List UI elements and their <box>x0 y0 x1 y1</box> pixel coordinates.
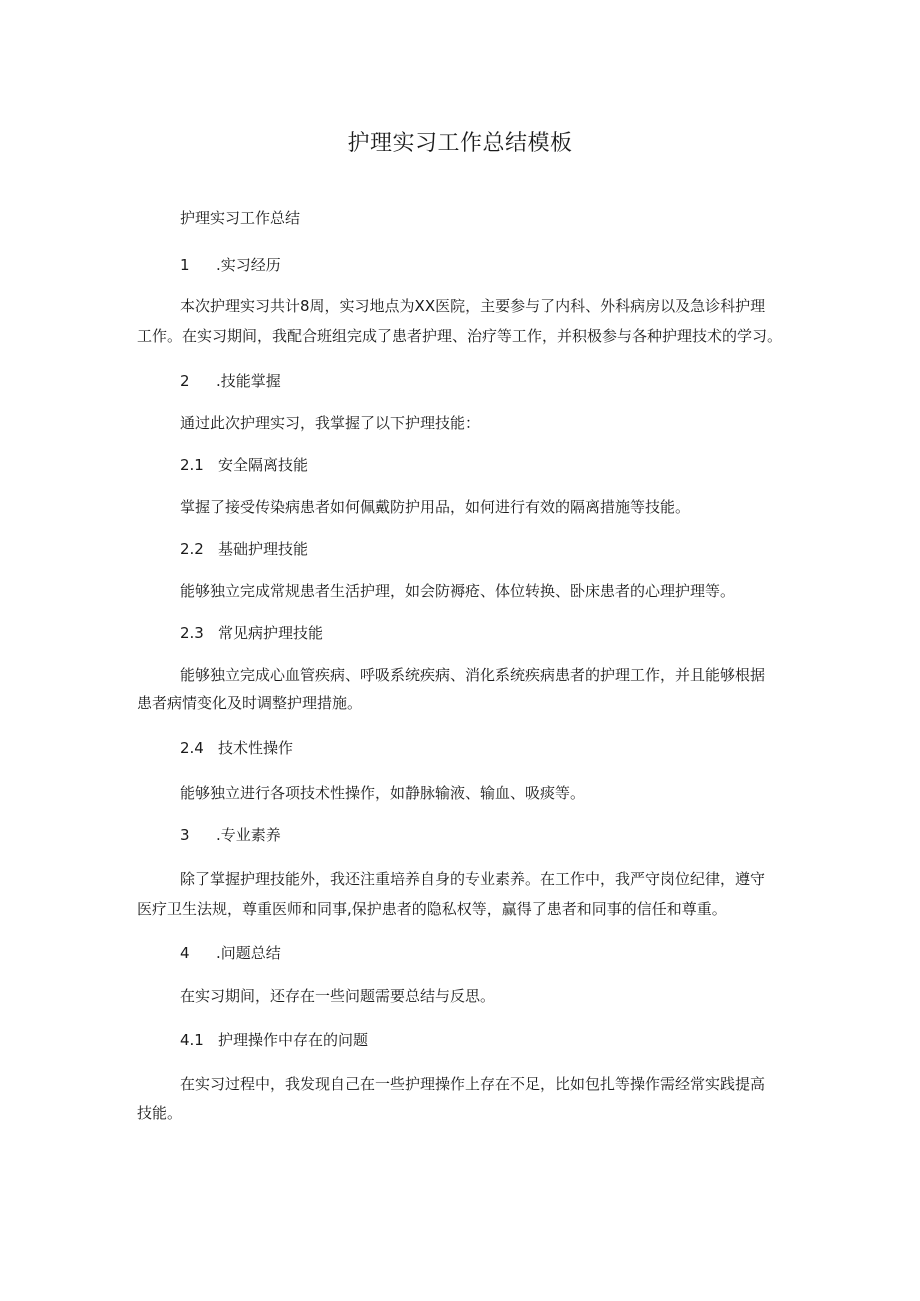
subsection-heading-4-1 <box>180 1029 368 1051</box>
section-number: 2 <box>180 372 190 390</box>
subsection-heading-2-1 <box>180 454 308 476</box>
paragraph-line: 技能。 <box>137 1104 183 1122</box>
section-heading-2 <box>180 370 281 392</box>
paragraph-line: 工作。在实习期间，我配合班组完成了患者护理、治疗等工作，并积极参与各种护理技术的学习。 <box>137 327 783 345</box>
section-number: 4 <box>180 944 190 962</box>
paragraph-line: 在实习期间，还存在一些问题需要总结与反思。 <box>180 987 496 1005</box>
section-title: .技能掌握 <box>216 372 281 390</box>
intro-heading: 护理实习工作总结 <box>180 209 301 227</box>
section-title: .实习经历 <box>216 256 281 274</box>
subsection-number: 4.1 <box>180 1031 204 1049</box>
paragraph-line: 在实习过程中，我发现自己在一些护理操作上存在不足，比如包扎等操作需经常实践提高 <box>180 1075 766 1093</box>
subsection-title: 常见病护理技能 <box>218 624 324 642</box>
section-heading-4 <box>180 942 281 964</box>
page-title: 护理实习工作总结模板 <box>347 131 573 156</box>
paragraph-line: 医疗卫生法规，尊重医师和同事,保护患者的隐私权等，赢得了患者和同事的信任和尊重。 <box>137 900 727 918</box>
subsection-title: 基础护理技能 <box>218 540 309 558</box>
subsection-number: 2.4 <box>180 739 204 757</box>
subsection-title: 安全隔离技能 <box>218 456 309 474</box>
subsection-heading-2-2 <box>180 538 308 560</box>
paragraph-line: 掌握了接受传染病患者如何佩戴防护用品，如何进行有效的隔离措施等技能。 <box>180 498 691 516</box>
paragraph-line: 本次护理实习共计8周，实习地点为XX医院，主要参与了内科、外科病房以及急诊科护理 <box>180 297 766 315</box>
paragraph-line: 能够独立完成常规患者生活护理，如会防褥疮、体位转换、卧床患者的心理护理等。 <box>180 582 736 600</box>
section-number: 1 <box>180 256 190 274</box>
paragraph-line: 患者病情变化及时调整护理措施。 <box>137 694 363 712</box>
paragraph-line: 能够独立完成心血管疾病、呼吸系统疾病、消化系统疾病患者的护理工作，并且能够根据 <box>180 666 766 684</box>
section-heading-3 <box>180 824 281 846</box>
subsection-title: 技术性操作 <box>218 739 294 757</box>
subsection-number: 2.1 <box>180 456 204 474</box>
subsection-number: 2.3 <box>180 624 204 642</box>
section-heading-1 <box>180 254 281 276</box>
subsection-heading-2-3 <box>180 622 323 644</box>
section-title: .问题总结 <box>216 944 281 962</box>
subsection-heading-2-4 <box>180 737 293 759</box>
subsection-number: 2.2 <box>180 540 204 558</box>
paragraph-line: 能够独立进行各项技术性操作，如静脉输液、输血、吸痰等。 <box>180 784 586 802</box>
paragraph-line: 除了掌握护理技能外，我还注重培养自身的专业素养。在工作中，我严守岗位纪律，遵守 <box>180 870 766 888</box>
section-title: .专业素养 <box>216 826 281 844</box>
paragraph-line: 通过此次护理实习，我掌握了以下护理技能： <box>180 414 481 432</box>
section-number: 3 <box>180 826 190 844</box>
subsection-title: 护理操作中存在的问题 <box>218 1031 369 1049</box>
